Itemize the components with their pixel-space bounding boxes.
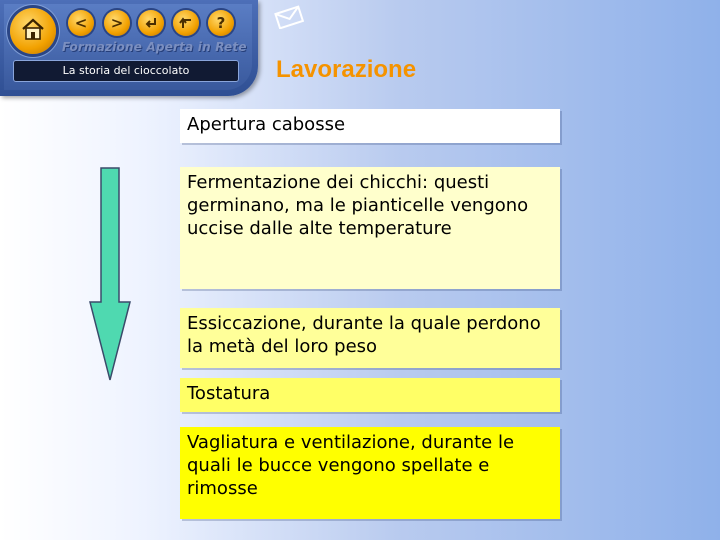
section-label: La storia del cioccolato xyxy=(13,60,239,82)
envelope-icon xyxy=(274,14,304,33)
down-arrow-icon xyxy=(88,166,132,388)
step-text: Fermentazione dei chicchi: questi germinano, ma le pianticelle vengono uccise dalle alte temperature xyxy=(187,172,529,239)
step-tostatura xyxy=(180,378,560,412)
return-arrow-icon xyxy=(144,16,158,30)
help-icon: ? xyxy=(216,14,226,32)
up-level-button[interactable] xyxy=(173,10,199,36)
step-essiccazione xyxy=(180,308,560,368)
step-vagliatura xyxy=(180,427,560,519)
up-level-icon xyxy=(179,16,193,30)
forward-arrow-icon: > xyxy=(110,14,124,32)
forward-button[interactable] xyxy=(104,10,130,36)
back-button[interactable] xyxy=(68,10,94,36)
step-text: Essiccazione, durante la quale perdono la metà del loro peso xyxy=(187,313,541,357)
step-text: Apertura cabosse xyxy=(187,114,346,135)
mail-button[interactable] xyxy=(274,5,304,33)
brand-label: Formazione Aperta in Rete xyxy=(62,40,247,54)
step-text: Vagliatura e ventilazione, durante le quali le bucce vengono spellate e rimosse xyxy=(187,432,515,499)
back-arrow-icon: < xyxy=(74,14,88,32)
help-button[interactable] xyxy=(208,10,234,36)
return-button[interactable] xyxy=(138,10,164,36)
slide-title: Lavorazione xyxy=(276,56,417,83)
step-apertura-cabosse xyxy=(180,109,560,143)
step-fermentazione xyxy=(180,167,560,289)
step-text: Tostatura xyxy=(187,383,271,404)
navigation-panel xyxy=(0,0,258,96)
home-icon xyxy=(20,17,46,45)
home-button[interactable] xyxy=(10,8,56,54)
